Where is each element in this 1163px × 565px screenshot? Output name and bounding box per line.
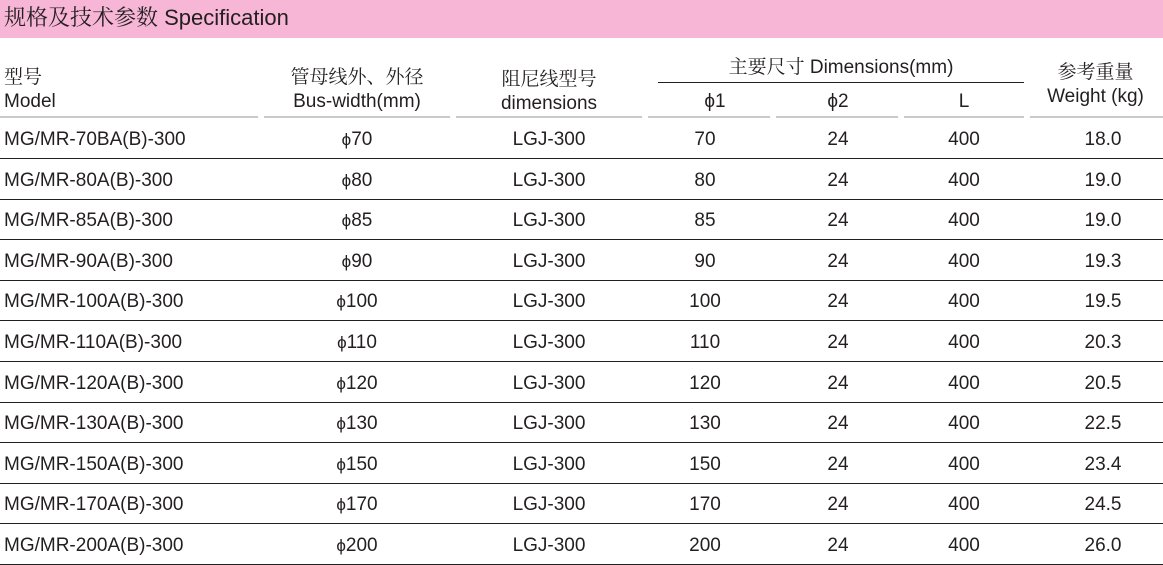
cell-phi2: 24: [827, 291, 849, 313]
cell-bus-width: [336, 453, 377, 476]
cell-bus-width: [342, 128, 373, 151]
cell-weight: 20.3: [1084, 332, 1122, 353]
bus-width-value: 110: [346, 332, 377, 353]
cell-bus-width: [342, 209, 373, 232]
table-row: [0, 200, 1163, 240]
cell-phi1: 100: [689, 291, 721, 313]
cell-L: 400: [948, 332, 980, 353]
cell-weight: 19.0: [1084, 210, 1122, 232]
bus-width-value: 120: [345, 372, 378, 394]
cell-L: 400: [948, 129, 980, 150]
cell-weight: 19.5: [1084, 291, 1122, 313]
header-rule: [456, 116, 642, 118]
cell-phi1: 80: [694, 169, 716, 191]
cell-model: MG/MR-70BA(B)-300: [4, 129, 186, 150]
cell-model: MG/MR-150A(B)-300: [4, 453, 184, 475]
cell-weight: 19.0: [1084, 169, 1122, 191]
header-rule: [776, 116, 898, 118]
phi-symbol: ϕ: [341, 211, 352, 231]
cell-damper: LGJ-300: [512, 413, 586, 435]
cell-bus-width: [336, 290, 377, 313]
cell-phi2: 24: [827, 210, 849, 232]
cell-model: MG/MR-80A(B)-300: [4, 169, 173, 191]
header-bus-en: Bus-width(mm): [293, 91, 421, 112]
phi-symbol: ϕ: [341, 170, 352, 190]
cell-phi1: 70: [694, 129, 716, 150]
table-row: [0, 322, 1163, 362]
title-bar: [0, 0, 1163, 38]
page-title: 规格及技术参数 Specification: [4, 5, 289, 30]
cell-L: 400: [948, 413, 980, 435]
header-rule: [648, 116, 770, 118]
table-row: [0, 403, 1163, 443]
cell-phi2: 24: [827, 250, 849, 272]
cell-damper: LGJ-300: [512, 372, 586, 394]
bus-width-value: 200: [345, 535, 378, 556]
cell-damper: LGJ-300: [512, 129, 586, 150]
cell-damper: LGJ-300: [512, 494, 586, 516]
cell-bus-width: [336, 534, 377, 557]
cell-weight: 19.3: [1084, 250, 1122, 272]
phi-symbol: ϕ: [336, 454, 346, 474]
cell-model: MG/MR-110A(B)-300: [4, 332, 183, 353]
cell-phi1: 130: [689, 413, 721, 435]
cell-model: MG/MR-170A(B)-300: [4, 494, 184, 516]
cell-phi1: 150: [689, 453, 721, 475]
bus-width-value: 100: [345, 291, 378, 313]
table-row: [0, 525, 1163, 565]
cell-weight: 26.0: [1084, 535, 1122, 556]
cell-L: 400: [948, 210, 980, 232]
bus-width-value: 170: [345, 494, 378, 516]
cell-phi2: 24: [827, 129, 849, 150]
table-row: [0, 281, 1163, 321]
cell-damper: LGJ-300: [512, 332, 586, 353]
header-model-cn: 型号: [4, 67, 43, 88]
cell-L: 400: [948, 453, 980, 475]
bus-width-value: 85: [351, 210, 373, 232]
cell-phi2: 24: [827, 453, 849, 475]
cell-L: 400: [948, 169, 980, 191]
cell-damper: LGJ-300: [512, 210, 586, 232]
cell-weight: 18.0: [1084, 129, 1122, 150]
cell-L: 400: [948, 494, 980, 516]
cell-phi1: 90: [694, 250, 716, 272]
cell-model: MG/MR-100A(B)-300: [4, 291, 184, 313]
cell-phi2: 24: [827, 332, 849, 353]
cell-phi1: 120: [689, 372, 721, 394]
cell-model: MG/MR-85A(B)-300: [4, 210, 173, 232]
cell-L: 400: [948, 372, 980, 394]
cell-phi1: 170: [689, 494, 721, 516]
phi-symbol: ϕ: [341, 251, 352, 271]
header-L: L: [958, 91, 970, 112]
header-weight-en: Weight (kg): [1047, 86, 1144, 107]
cell-model: MG/MR-120A(B)-300: [4, 372, 184, 394]
phi-symbol: ϕ: [336, 292, 346, 312]
header-phi1: ϕ1: [704, 91, 726, 112]
table-row: [0, 363, 1163, 403]
cell-L: 400: [948, 535, 980, 556]
cell-phi1: 110: [689, 332, 721, 353]
header-weight-cn: 参考重量: [1057, 62, 1134, 83]
cell-bus-width: [336, 493, 377, 516]
table-row: [0, 160, 1163, 200]
cell-phi2: 24: [827, 372, 849, 394]
cell-bus-width: [342, 250, 373, 273]
header-model-en: Model: [4, 91, 56, 112]
header-damper-en: dimensions: [500, 93, 598, 114]
cell-damper: LGJ-300: [512, 453, 586, 475]
cell-phi2: 24: [827, 413, 849, 435]
cell-model: MG/MR-90A(B)-300: [4, 250, 173, 272]
header-rule: [0, 116, 258, 118]
table-row: [0, 241, 1163, 281]
cell-damper: LGJ-300: [512, 169, 586, 191]
header-rule: [1030, 116, 1163, 118]
cell-phi1: 200: [689, 535, 721, 556]
header-rule: [904, 116, 1024, 118]
cell-weight: 23.4: [1084, 453, 1122, 475]
cell-weight: 24.5: [1084, 494, 1122, 516]
cell-damper: LGJ-300: [512, 535, 586, 556]
phi-symbol: ϕ: [341, 130, 352, 149]
cell-phi2: 24: [827, 535, 849, 556]
table-row: [0, 119, 1163, 159]
cell-weight: 20.5: [1084, 372, 1122, 394]
header-phi2: ϕ2: [827, 91, 849, 112]
cell-model: MG/MR-200A(B)-300: [4, 535, 184, 556]
dimensions-group-rule: [658, 82, 1024, 83]
cell-phi1: 85: [694, 210, 716, 232]
bus-width-value: 70: [351, 129, 373, 150]
cell-weight: 22.5: [1084, 413, 1122, 435]
cell-L: 400: [948, 291, 980, 313]
bus-width-value: 150: [345, 453, 378, 475]
phi-symbol: ϕ: [336, 373, 346, 393]
bus-width-value: 130: [345, 413, 378, 435]
cell-phi2: 24: [827, 169, 849, 191]
header-rule: [264, 116, 450, 118]
cell-damper: LGJ-300: [512, 291, 586, 313]
cell-bus-width: [337, 331, 377, 354]
phi-symbol: ϕ: [337, 333, 347, 352]
cell-bus-width: [336, 372, 377, 395]
header-damper-cn: 阻尼线型号: [501, 69, 597, 90]
phi-symbol: ϕ: [336, 414, 346, 434]
cell-bus-width: [342, 169, 373, 192]
phi-symbol: ϕ: [336, 495, 346, 515]
table-row: [0, 444, 1163, 484]
cell-phi2: 24: [827, 494, 849, 516]
cell-model: MG/MR-130A(B)-300: [4, 413, 184, 435]
cell-damper: LGJ-300: [512, 250, 586, 272]
table-row: [0, 484, 1163, 524]
header-bus-cn: 管母线外、外径: [290, 67, 424, 88]
bus-width-value: 90: [351, 250, 373, 272]
cell-bus-width: [336, 412, 377, 435]
phi-symbol: ϕ: [336, 536, 346, 555]
bus-width-value: 80: [351, 169, 373, 191]
cell-L: 400: [948, 250, 980, 272]
header-dimensions-group: 主要尺寸 Dimensions(mm): [728, 57, 954, 78]
